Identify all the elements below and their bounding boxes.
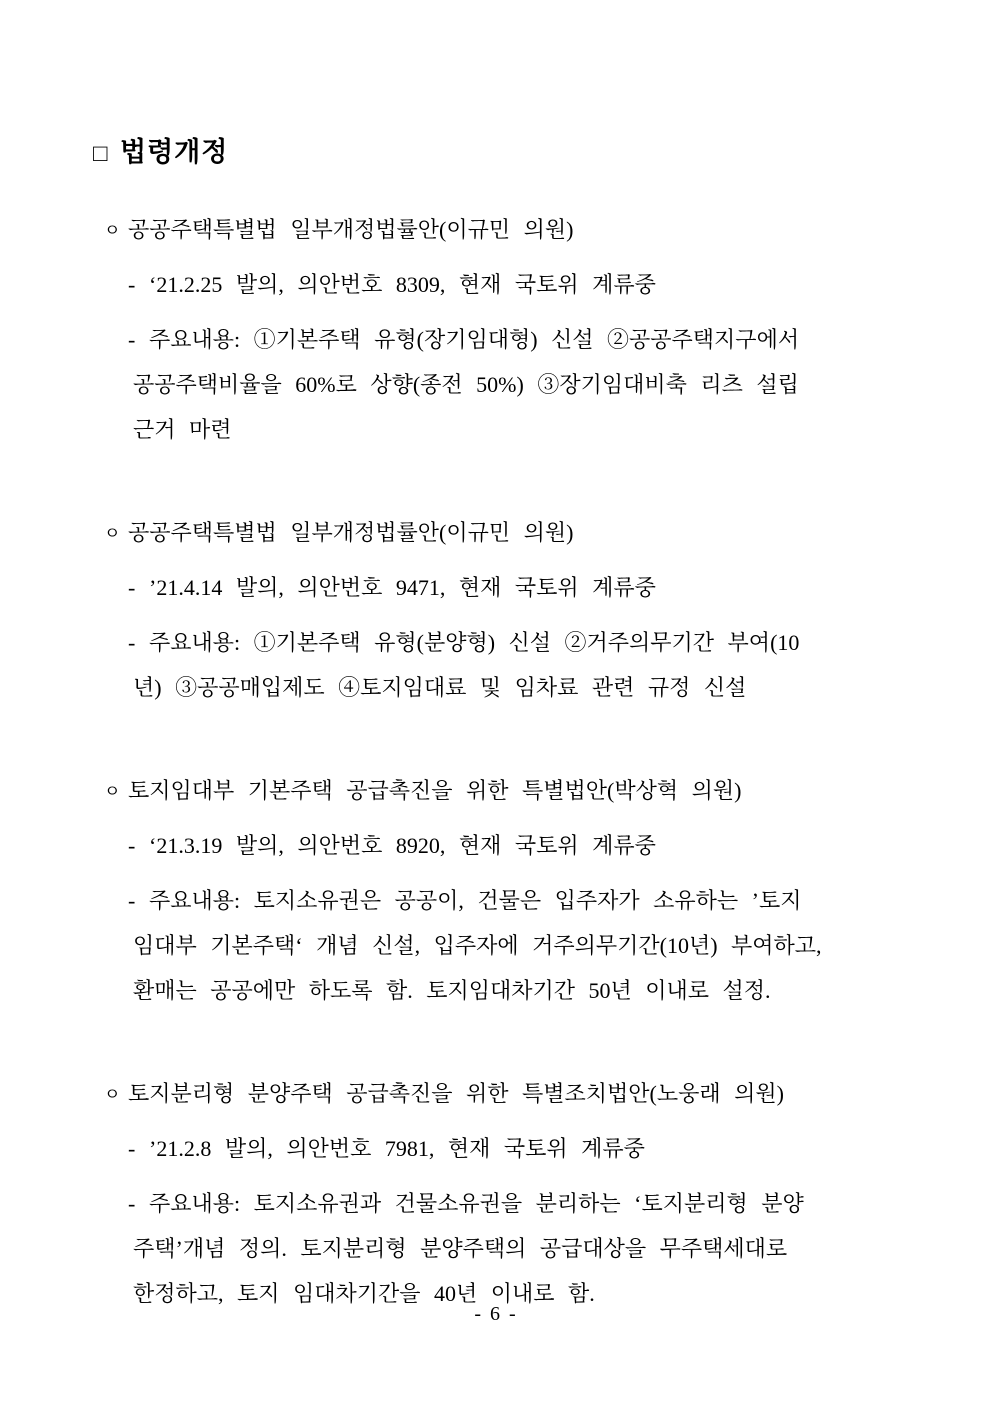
section-bill-1: [104, 207, 936, 452]
square-bullet-icon: □: [93, 140, 108, 167]
dash-marker: -: [128, 630, 136, 655]
summary-item: [128, 1181, 936, 1316]
dash-marker: -: [128, 327, 136, 352]
section-heading: [104, 207, 936, 252]
section-heading-text: 토지임대부 기본주택 공급촉진을 위한 특별법안(박상혁 의원): [128, 778, 742, 803]
section-bill-2: [104, 510, 936, 710]
circle-bullet-icon: ㅇ: [104, 524, 121, 543]
filing-info-item: [128, 565, 936, 610]
summary-item: [128, 620, 936, 710]
section-bill-4: [104, 1071, 936, 1316]
dash-marker: -: [128, 1136, 136, 1161]
dash-marker: -: [128, 833, 136, 858]
text-line: ’21.2.8 발의, 의안번호 7981, 현재 국토위 계류중: [149, 1136, 645, 1161]
dash-marker: -: [128, 272, 136, 297]
section-heading: [104, 768, 936, 813]
section-heading-text: 공공주택특별법 일부개정법률안(이규민 의원): [128, 217, 574, 242]
filing-info-item: [128, 1126, 936, 1171]
filing-info-item: [128, 823, 936, 868]
circle-bullet-icon: ㅇ: [104, 1085, 121, 1104]
text-line: ‘21.2.25 발의, 의안번호 8309, 현재 국토위 계류중: [149, 272, 656, 297]
dash-marker: -: [128, 575, 136, 600]
text-line: 주요내용: ①기본주택 유형(분양형) 신설 ②거주의무기간 부여(10: [149, 630, 800, 655]
text-line: 환매는 공공에만 하도록 함. 토지임대차기간 50년 이내로 설정.: [133, 978, 771, 1003]
text-line: 공공주택비율을 60%로 상향(종전 50%) ③장기임대비축 리츠 설립: [133, 372, 799, 397]
text-line: ’21.4.14 발의, 의안번호 9471, 현재 국토위 계류중: [149, 575, 656, 600]
circle-bullet-icon: ㅇ: [104, 782, 121, 801]
section-heading-text: 토지분리형 분양주택 공급촉진을 위한 특별조치법안(노웅래 의원): [128, 1081, 784, 1106]
section-heading: [104, 510, 936, 555]
section-bill-3: [104, 768, 936, 1013]
page-number: - 6 -: [474, 1303, 518, 1325]
text-line: 임대부 기본주택‘ 개념 신설, 입주자에 거주의무기간(10년) 부여하고,: [133, 933, 822, 958]
page-title: [0, 0, 992, 174]
text-line: 주요내용: 토지소유권과 건물소유권을 분리하는 ‘토지분리형 분양: [149, 1191, 804, 1216]
dash-marker: -: [128, 888, 136, 913]
circle-bullet-icon: ㅇ: [104, 221, 121, 240]
text-line: 주택’개념 정의. 토지분리형 분양주택의 공급대상을 무주택세대로: [133, 1236, 788, 1261]
dash-marker: -: [128, 1191, 136, 1216]
text-line: 주요내용: 토지소유권은 공공이, 건물은 입주자가 소유하는 ’토지: [149, 888, 802, 913]
summary-item: [128, 317, 936, 452]
section-heading: [104, 1071, 936, 1116]
text-line: 년) ③공공매입제도 ④토지임대료 및 임차료 관련 규정 신설: [133, 675, 747, 700]
text-line: 근거 마련: [133, 417, 232, 442]
section-heading-text: 공공주택특별법 일부개정법률안(이규민 의원): [128, 520, 574, 545]
text-line: ‘21.3.19 발의, 의안번호 8920, 현재 국토위 계류중: [149, 833, 656, 858]
filing-info-item: [128, 262, 936, 307]
text-line: 주요내용: ①기본주택 유형(장기임대형) 신설 ②공공주택지구에서: [149, 327, 800, 352]
text-line: 한정하고, 토지 임대차기간을 40년 이내로 함.: [133, 1281, 595, 1306]
summary-item: [128, 878, 936, 1013]
page-title-text: 법령개정: [120, 137, 229, 167]
